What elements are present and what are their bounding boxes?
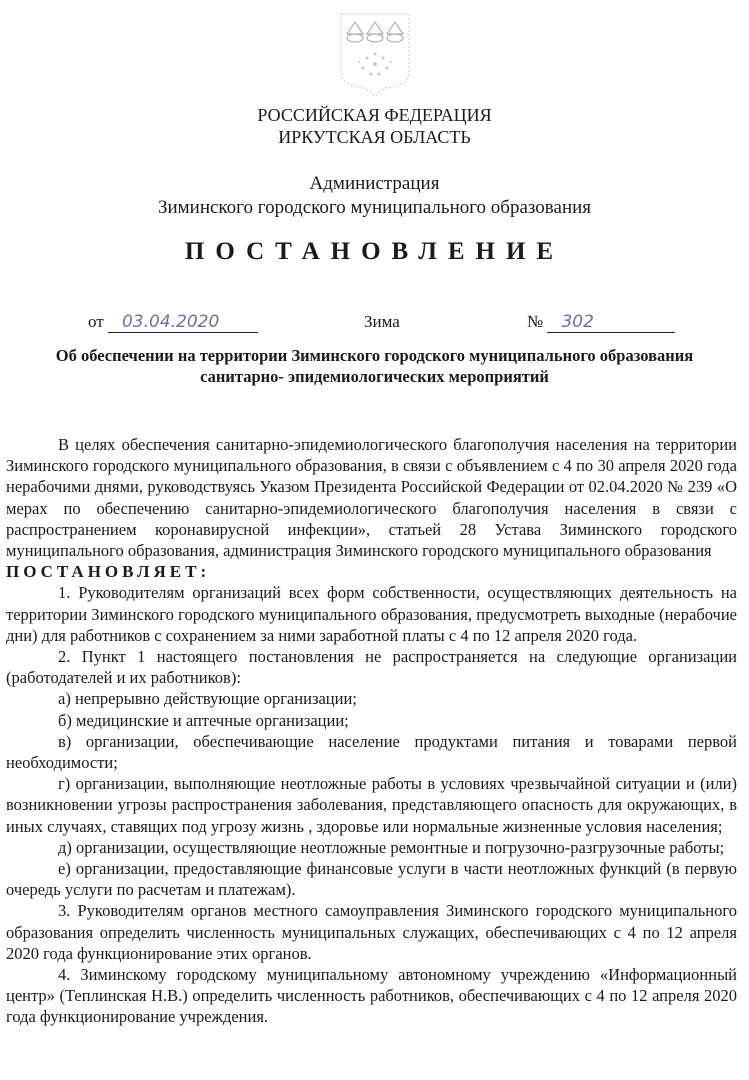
item-3: 3. Руководителям органов местного самоуправления Зиминского городского муниципального образования определить численность муниципальных служащих, обеспечивающих с 4 по 12 апреля 2020 года функционирование этих органов. — [6, 901, 737, 963]
subject-line-1: Об обеспечении на территории Зиминского городского муниципального образования — [55, 346, 694, 365]
item-2: 2. Пункт 1 настоящего постановления не распространяется на следующие организации (работодателей и их работников): — [6, 647, 737, 688]
header-administration — [0, 172, 749, 220]
coat-of-arms-icon — [335, 6, 415, 98]
admin-line-1: Администрация — [309, 173, 440, 194]
item-1: 1. Руководителям организаций всех форм собственности, осуществляющих деятельность на территории Зиминского городского муниципального образования, предусмотреть выходные (нерабочие дни) для работников с сохранением за ними заработной платы с 4 по 12 апреля 2020 года. — [6, 583, 737, 645]
item-2d: д) организации, осуществляющие неотложные ремонтные и погрузочно-разгрузочные работы; — [58, 837, 725, 857]
document-subject — [0, 345, 749, 387]
admin-line-2: Зиминского городского муниципального образования — [157, 197, 592, 218]
number-value: 302 — [561, 312, 594, 332]
header-country — [0, 104, 749, 148]
item-4: 4. Зиминскому городскому муниципальному автономному учреждению «Информационный центр» (Теплинская Н.В.) определить численность работников, обеспечивающих с 4 по 12 апреля 2020 года функционирование учреждения. — [6, 965, 737, 1027]
date-field — [88, 312, 258, 333]
date-value: 03.04.2020 — [121, 312, 220, 332]
item-2a: а) непрерывно действующие организации; — [58, 689, 357, 709]
resolves-heading: ПОСТАНОВЛЯЕТ: — [6, 562, 211, 582]
number-prefix: № — [527, 312, 544, 331]
date-prefix: от — [88, 312, 104, 331]
item-2g: г) организации, выполняющие неотложные работы в условиях чрезвычайной ситуации и (или) возникновении угрозы распространения заболевания, представляющего опасность для окружающих, в иных случаях, ставящих под угрозу жизнь , здоровье или нормальные жизненные условия населения; — [6, 774, 737, 836]
number-field — [527, 312, 675, 333]
country-name: РОССИЙСКАЯ ФЕДЕРАЦИЯ — [257, 105, 492, 125]
region-name: ИРКУТСКАЯ ОБЛАСТЬ — [278, 127, 471, 147]
document-type-title: ПОСТАНОВЛЕНИЕ — [184, 238, 565, 265]
city-name: Зима — [364, 312, 400, 331]
item-2v: в) организации, обеспечивающие население продуктами питания и товарами первой необходимости; — [6, 731, 737, 773]
item-2e: е) организации, предоставляющие финансовые услуги в части неотложных функций (в первую очередь услуги по расчетам и платежам). — [6, 859, 737, 900]
item-2b: б) медицинские и аптечные организации; — [58, 710, 349, 730]
preamble-paragraph: В целях обеспечения санитарно-эпидемиологического благополучия населения на территории Зиминского городского муниципального образования, в связи с объявлением с 4 по 30 апреля 2020 года нерабочими днями, руководствуясь Указом Президента Российской Федерации от 02.04.2020 № 239 «О мерах по обеспечению санитарно-эпидемиологического благополучия населения в связи с распространением коронавирусной инфекции», статьей 28 Устава Зиминского городского муниципального образования, администрация Зиминского городского муниципального образования — [6, 435, 737, 561]
subject-line-2: санитарно- эпидемиологических мероприятий — [200, 367, 549, 386]
document-body — [6, 434, 737, 1028]
